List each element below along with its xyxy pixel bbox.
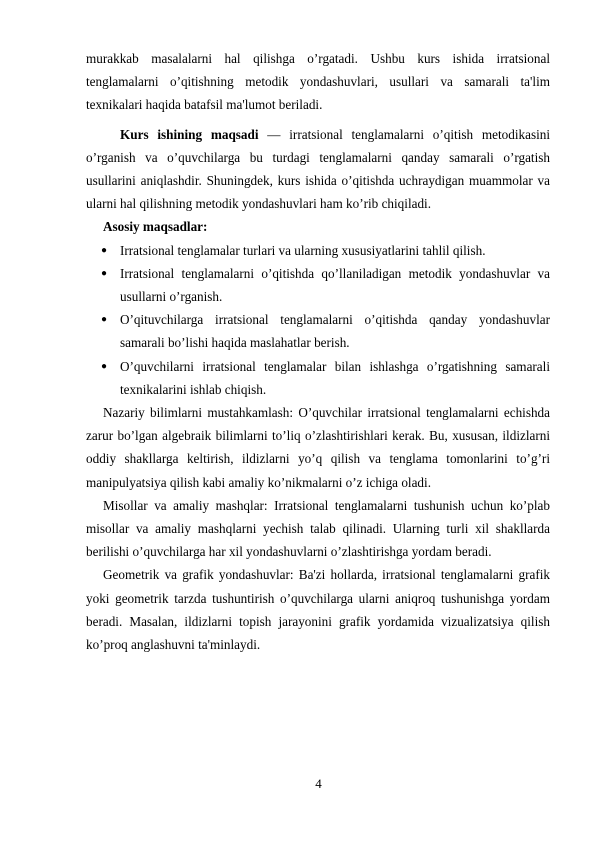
bullet-icon: ●	[101, 267, 108, 279]
list-item	[86, 262, 550, 308]
list-item-text: O’qituvchilarga irratsional tenglamalarni o’qitishda qanday yondashuvlar samarali bo’lishi haqida maslahatlar berish.	[120, 312, 550, 351]
list-item	[86, 239, 550, 262]
paragraph-intro-continuation: murakkab masalalarni hal qilishga o’rgatadi. Ushbu kurs ishida irratsional tenglamalarni o’qitishning metodik yondashuvlari, usullari va samarali ta'lim texnikalari haqida batafsil ma'lumot beriladi.	[86, 51, 550, 113]
list-item	[86, 308, 550, 354]
bullet-icon: ●	[101, 360, 108, 372]
list-item-text: O’quvchilarni irratsional tenglamalar bilan ishlashga o’rgatishning samarali texnikalarini ishlab chiqish.	[120, 358, 550, 397]
list-item-text: Irratsional tenglamalarni o’qitishda qo’llaniladigan metodik yondashuvlar va usullarni o’rganish.	[120, 265, 550, 305]
paragraph-course-goal	[86, 123, 550, 216]
paragraph-geometric: Geometrik va grafik yondashuvlar: Ba'zi hollarda, irratsional tenglamalarni grafik yoki geometrik tarzda tushuntirish o’quvchilarga ularni aniqroq tushunishga yordam beradi. Masalan, ildizlarni topish jarayonini grafik yordamida vizualizatsiya qilish ko’proq anglashuvni ta'minlaydi.	[86, 567, 550, 653]
bullet-icon: ●	[101, 314, 108, 326]
body-text	[86, 47, 550, 656]
list-item	[86, 355, 550, 401]
page-number: 4	[315, 776, 322, 791]
course-goal-text: — irratsional tenglamalarni o’qitish metodikasini o’rganish va o’quvchilarga bu turdagi tenglamalarni qanday samarali o’rgatish usullarini aniqlashdir. Shuningdek, kurs ishida o’qitishda uchraydigan muammolar va ularni hal qilishning metodik yondashuvlari ham ko’rib chiqiladi.	[86, 126, 551, 212]
section-heading-main-goals: Asosiy maqsadlar:	[103, 219, 208, 235]
goals-list	[86, 239, 550, 401]
course-goal-label: Kurs ishining maqsadi	[120, 126, 259, 142]
list-item-text: Irratsional tenglamalar turlari va ularning xususiyatlarini tahlil qilish.	[120, 242, 486, 258]
bullet-icon: ●	[101, 244, 108, 256]
paragraph-examples: Misollar va amaliy mashqlar: Irratsional tenglamalarni tushunish uchun ko’plab misollar va amaliy mashqlarni yechish talab qilinadi. Ularning turli xil shakllarda berilishi o’quvchilarga har xil yondashuvlarni o’zlashtirishga yordam beradi.	[86, 497, 550, 560]
paragraph-theory: Nazariy bilimlarni mustahkamlash: O’quvchilar irratsional tenglamalarni echishda zarur bo’lgan algebraik bilimlarni to’liq o’zlashtirishlari kerak. Bu, xususan, ildizlarni oddiy shakllarga keltirish, ildizlarni yo’q qilish va tenglama tomonlarini to’g’ri manipulyatsiya qilish kabi amaliy ko’nikmalarni o’z ichiga oladi.	[86, 405, 550, 490]
